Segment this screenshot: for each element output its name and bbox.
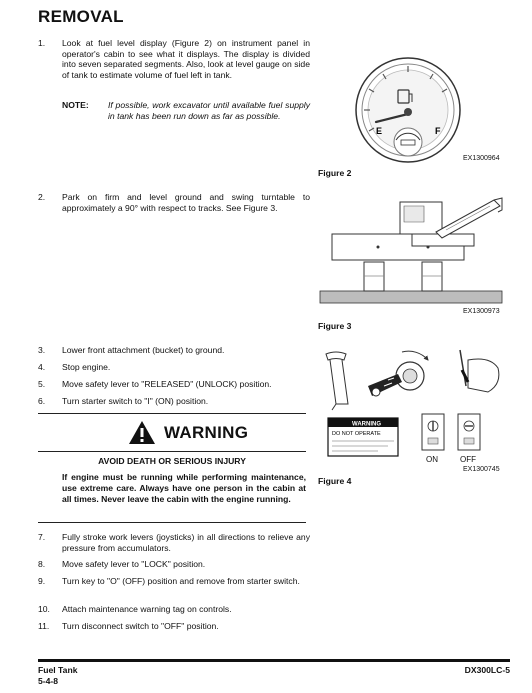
step-number: 3. (38, 345, 46, 355)
step-1 (38, 38, 310, 80)
figure-2-caption: Figure 2 (318, 168, 352, 178)
step-number: 6. (38, 396, 46, 406)
step-10 (38, 604, 310, 615)
gauge-label-empty: E (376, 126, 383, 136)
step-text: Move safety lever to "RELEASED" (UNLOCK) position. (62, 379, 272, 389)
tag-heading: WARNING (352, 421, 381, 428)
disconnect-switch-on-icon (422, 414, 444, 450)
figure-4-code: EX1300745 (463, 466, 500, 473)
step-text: Park on firm and level ground and swing turntable to approximately a 90° with respect to tracks. See Figure 3. (62, 192, 310, 213)
note-text: If possible, work excavator until available fuel supply in tank has been run down as far as possible. (108, 100, 310, 121)
step-5 (38, 379, 310, 390)
step-text: Move safety lever to "LOCK" position. (62, 559, 206, 569)
disconnect-switch-off-icon (458, 414, 480, 450)
footer-section-block (38, 665, 77, 687)
warning-bottom-rule (38, 522, 306, 523)
step-7 (38, 532, 310, 553)
gauge-label-full: F (435, 126, 441, 136)
note (62, 100, 310, 121)
step-11 (38, 621, 310, 632)
figure-4-caption: Figure 4 (318, 476, 352, 486)
step-text: Fully stroke work levers (joysticks) in all directions to relieve any pressure from accumulators. (62, 532, 310, 553)
switch-label-off: OFF (460, 455, 476, 464)
key-and-lever-illustration (318, 346, 508, 464)
step-6 (38, 396, 310, 407)
step-number: 1. (38, 38, 46, 48)
page-title: REMOVAL (38, 7, 124, 26)
step-number: 9. (38, 576, 46, 586)
step-9 (38, 576, 310, 587)
warning-triangle-icon (128, 420, 156, 445)
step-text: Turn key to "O" (OFF) position and remove from starter switch. (62, 576, 300, 586)
step-number: 8. (38, 559, 46, 569)
warning-body: If engine must be running while performing maintenance, use extreme care. Always have one person in the cabin at all times. Never leave the cabin with the engine running. (62, 472, 306, 504)
warning-top-rule (38, 413, 306, 414)
figure-3-code: EX1300973 (463, 308, 500, 315)
step-3 (38, 345, 310, 356)
step-text: Turn starter switch to "I" (ON) position. (62, 396, 209, 406)
step-text: Lower front attachment (bucket) to ground. (62, 345, 225, 355)
excavator-illustration (318, 196, 504, 306)
warning-mid-rule (38, 451, 306, 452)
step-number: 4. (38, 362, 46, 372)
step-number: 5. (38, 379, 46, 389)
step-number: 2. (38, 192, 46, 202)
step-number: 11. (38, 621, 50, 631)
step-4 (38, 362, 310, 373)
warning-heading: WARNING (164, 423, 249, 442)
step-text: Stop engine. (62, 362, 111, 372)
tag-text: DO NOT OPERATE (332, 431, 381, 437)
step-2 (38, 192, 310, 213)
step-number: 10. (38, 604, 50, 614)
warning-subheading: AVOID DEATH OR SERIOUS INJURY (98, 456, 246, 466)
figure-2-code: EX1300964 (463, 155, 500, 162)
step-text: Turn disconnect switch to "OFF" position. (62, 621, 219, 631)
footer-rule (38, 659, 510, 662)
footer-section: Fuel Tank (38, 665, 78, 675)
footer-model: DX300LC-5 (464, 665, 510, 675)
switch-label-on: ON (426, 455, 438, 464)
fuel-gauge-illustration (352, 54, 464, 166)
step-text: Look at fuel level display (Figure 2) on instrument panel in operator's cabin to see what it displays. The display is divided into seven separated segments. Also, look at level gauge on side of tank to estimate volume of fuel left in tank. (62, 38, 310, 80)
step-number: 7. (38, 532, 46, 542)
step-text: Attach maintenance warning tag on controls. (62, 604, 232, 614)
warning-header (124, 418, 254, 448)
note-label: NOTE: (62, 100, 89, 110)
step-8 (38, 559, 310, 570)
figure-3-caption: Figure 3 (318, 321, 352, 331)
footer-page-number: 5-4-8 (38, 676, 59, 686)
